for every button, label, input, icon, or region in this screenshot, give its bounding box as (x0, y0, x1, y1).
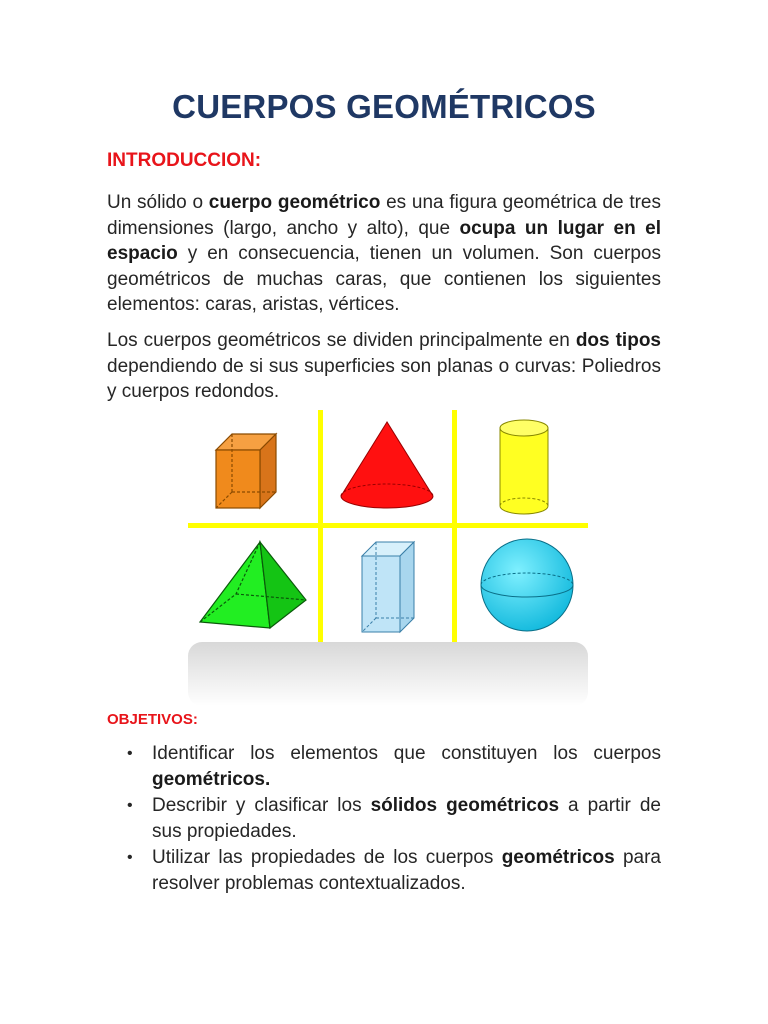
bold-term: geométricos. (152, 768, 271, 790)
reflection-floor (188, 642, 588, 706)
objectives-list (107, 741, 661, 898)
bullet: • (127, 745, 133, 762)
geometric-shapes-figure (188, 410, 588, 706)
cube-shape (216, 434, 276, 508)
sphere-shape (481, 539, 573, 631)
list-item (127, 845, 661, 896)
bold-term: cuerpo geométrico (208, 192, 381, 213)
text: Utilizar las propiedades de los cuerpos (152, 847, 502, 869)
bold-term: ocupa un lugar en el espacio (107, 217, 661, 265)
list-item (127, 741, 661, 792)
text: es una figura geométrica de tres dimensiones (largo, ancho y alto), que (107, 192, 661, 239)
bold-term: sólidos geométricos (370, 795, 560, 817)
intro-heading: INTRODUCCION: (107, 150, 262, 171)
prism-shape (362, 542, 414, 632)
bullet: • (127, 849, 133, 867)
pyramid-shape (200, 542, 306, 628)
cone-shape (341, 422, 433, 508)
intro-paragraph-2 (107, 328, 661, 405)
text: Describir y clasificar los (152, 795, 371, 817)
text: para resolver problemas contextualizados. (152, 847, 661, 894)
text: a partir de sus propiedades. (152, 795, 661, 842)
page-title: CUERPOS GEOMÉTRICOS (172, 88, 596, 125)
intro-paragraph-1 (107, 190, 661, 318)
bullet: • (127, 797, 133, 815)
text: Identificar los elementos que constituyen los cuerpos (152, 743, 661, 764)
text: dependiendo de si sus superficies son planas o curvas: Poliedros y cuerpos redondos. (107, 355, 661, 403)
text: Un sólido o (107, 192, 209, 213)
list-item (127, 793, 661, 844)
bold-term: dos tipos (575, 330, 661, 351)
text: y en consecuencia, tienen un volumen. Son cuerpos geométricos de muchas caras, que contienen los siguientes elementos: caras, aristas, vértices. (107, 243, 661, 316)
text: Los cuerpos geométricos se dividen principalmente en (107, 330, 576, 351)
shapes-svg (188, 410, 588, 706)
cylinder-shape (500, 420, 548, 514)
objectives-heading: OBJETIVOS: (107, 711, 198, 728)
bold-term: geométricos (501, 847, 615, 869)
